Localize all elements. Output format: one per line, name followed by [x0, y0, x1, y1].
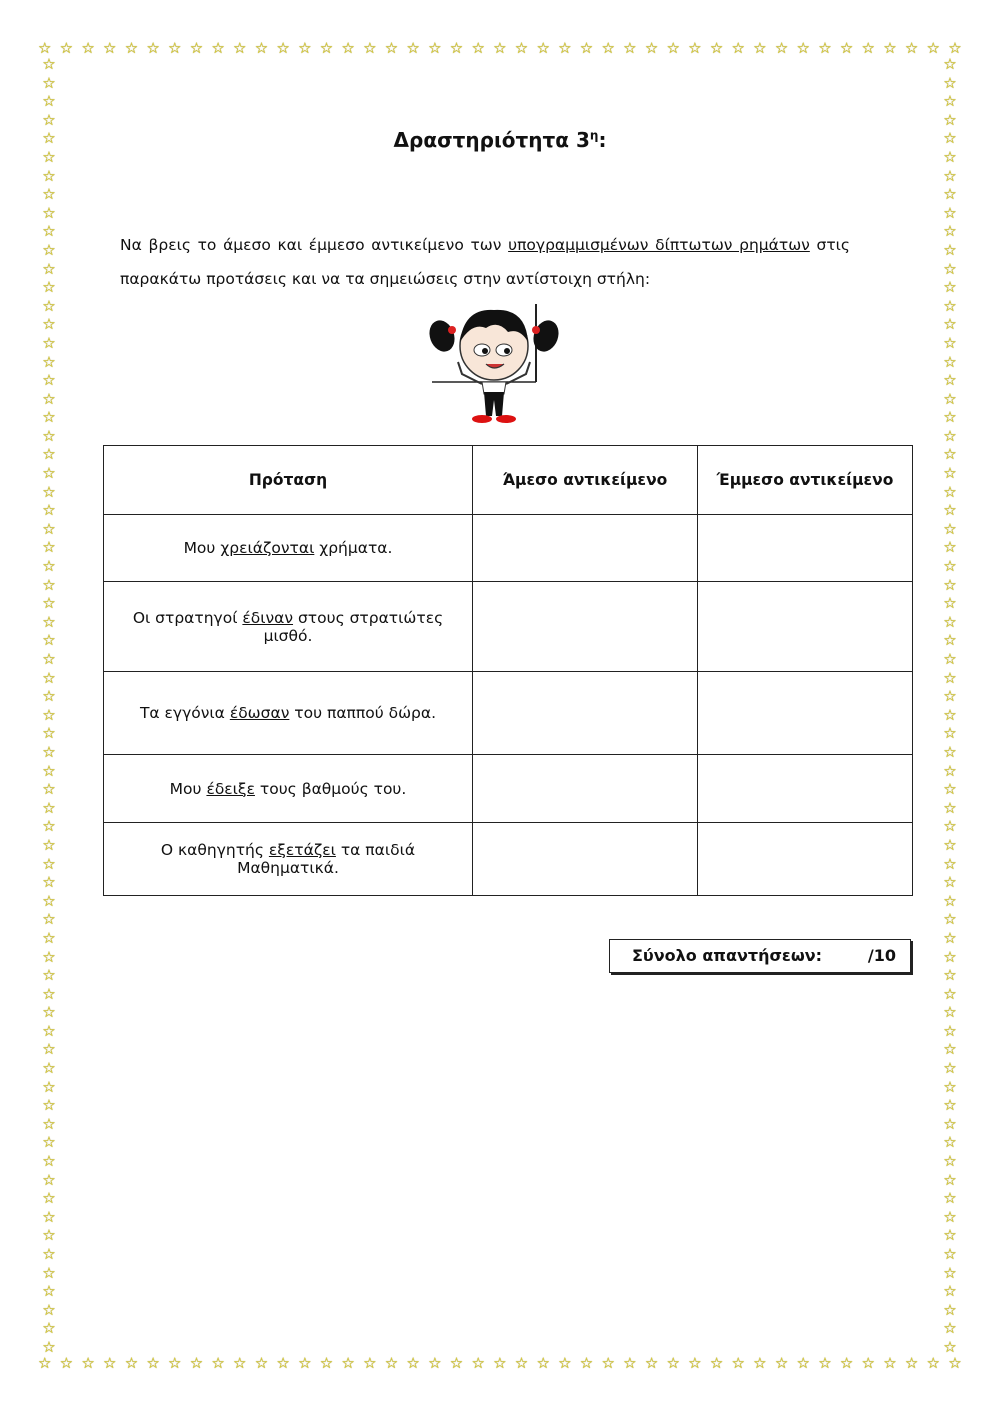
star-border-right: [940, 56, 960, 1356]
sentence-cell: [104, 515, 473, 582]
star-icon: ☆: [276, 39, 290, 57]
star-icon: ☆: [42, 873, 56, 892]
star-icon: ☆: [536, 1354, 550, 1372]
table-row: [104, 515, 913, 582]
instructions: [120, 228, 850, 296]
star-icon: ☆: [943, 352, 957, 371]
star-icon: ☆: [42, 73, 56, 92]
table-header-row: [104, 446, 913, 515]
star-icon: ☆: [943, 668, 957, 687]
star-icon: ☆: [81, 39, 95, 57]
header-direct-object: Άμεσο αντικείμενο: [473, 446, 698, 515]
star-icon: ☆: [211, 39, 225, 57]
star-icon: ☆: [42, 147, 56, 166]
star-icon: ☆: [709, 39, 724, 57]
star-icon: ☆: [42, 631, 56, 650]
star-icon: ☆: [38, 39, 52, 57]
star-icon: ☆: [42, 984, 56, 1003]
star-icon: ☆: [406, 1354, 420, 1372]
star-icon: ☆: [42, 1021, 56, 1040]
star-icon: ☆: [644, 1354, 659, 1372]
star-icon: ☆: [42, 798, 56, 817]
star-icon: ☆: [943, 222, 957, 241]
star-icon: ☆: [363, 39, 377, 57]
star-icon: ☆: [943, 817, 957, 836]
star-icon: ☆: [943, 147, 957, 166]
table-row: [104, 755, 913, 823]
indirect-object-cell[interactable]: [698, 823, 913, 896]
star-icon: ☆: [42, 1059, 56, 1078]
title-superscript: η: [589, 128, 599, 143]
star-icon: ☆: [319, 39, 334, 57]
star-icon: ☆: [558, 1354, 572, 1372]
star-icon: ☆: [926, 1354, 940, 1372]
table-row: [104, 672, 913, 755]
star-icon: ☆: [42, 352, 56, 371]
table-row: [104, 582, 913, 672]
star-icon: ☆: [943, 464, 957, 483]
star-icon: ☆: [943, 1207, 957, 1226]
star-icon: ☆: [42, 1077, 56, 1096]
star-icon: ☆: [623, 39, 637, 57]
star-icon: ☆: [42, 1114, 56, 1133]
star-icon: ☆: [42, 240, 56, 259]
indirect-object-cell[interactable]: [698, 582, 913, 672]
star-icon: ☆: [943, 445, 957, 464]
sentence-after: του παππού δώρα.: [289, 704, 437, 722]
star-icon: ☆: [943, 1189, 957, 1208]
sentence-after: χρήματα.: [314, 539, 393, 557]
star-icon: ☆: [42, 538, 56, 557]
sentence-verb: έδιναν: [242, 608, 294, 627]
star-icon: ☆: [254, 1354, 269, 1372]
star-icon: ☆: [731, 1354, 745, 1372]
sentence-after: στους στρατιώτες μισθό.: [263, 608, 444, 645]
star-icon: ☆: [904, 1354, 919, 1372]
star-icon: ☆: [42, 1096, 56, 1115]
star-icon: ☆: [211, 1354, 225, 1372]
indirect-object-cell[interactable]: [698, 755, 913, 823]
star-icon: ☆: [943, 259, 957, 278]
star-icon: ☆: [42, 203, 56, 222]
star-icon: ☆: [818, 39, 832, 57]
star-icon: ☆: [449, 39, 464, 57]
star-icon: ☆: [341, 1354, 355, 1372]
sentence-before: Ο καθηγητής: [160, 841, 269, 859]
star-icon: ☆: [644, 39, 659, 57]
star-icon: ☆: [42, 1170, 56, 1189]
instructions-part1: Να βρεις το άμεσο και έμμεσο αντικείμενο των: [120, 236, 509, 254]
title-text: Δραστηριότητα 3: [393, 128, 590, 152]
star-icon: ☆: [943, 1319, 957, 1338]
star-icon: ☆: [42, 482, 56, 501]
sentence-after: τα παιδιά Μαθηματικά.: [237, 841, 416, 877]
sentence-before: Τα εγγόνια: [139, 704, 230, 722]
star-icon: ☆: [943, 1152, 957, 1171]
star-icon: ☆: [471, 1354, 485, 1372]
star-icon: ☆: [42, 1263, 56, 1282]
star-icon: ☆: [42, 612, 56, 631]
star-icon: ☆: [42, 445, 56, 464]
table-row: [104, 823, 913, 896]
star-icon: ☆: [948, 1354, 962, 1372]
star-icon: ☆: [42, 742, 56, 761]
star-icon: ☆: [943, 873, 957, 892]
objects-table: [103, 445, 913, 896]
star-icon: ☆: [943, 631, 957, 650]
star-icon: ☆: [943, 891, 957, 910]
star-icon: ☆: [319, 1354, 334, 1372]
direct-object-cell[interactable]: [473, 582, 698, 672]
star-icon: ☆: [189, 1354, 204, 1372]
star-icon: ☆: [42, 910, 56, 929]
star-icon: ☆: [42, 966, 56, 985]
star-icon: ☆: [168, 1354, 182, 1372]
star-icon: ☆: [943, 650, 957, 668]
star-icon: ☆: [861, 39, 875, 57]
star-icon: ☆: [42, 780, 56, 799]
star-icon: ☆: [753, 1354, 767, 1372]
star-icon: ☆: [298, 1354, 312, 1372]
star-icon: ☆: [943, 185, 957, 204]
indirect-object-cell[interactable]: [698, 515, 913, 582]
star-icon: ☆: [42, 575, 56, 594]
star-icon: ☆: [943, 538, 957, 557]
star-border-bottom: [38, 1353, 962, 1373]
star-icon: ☆: [579, 39, 594, 57]
star-icon: ☆: [943, 798, 957, 817]
star-icon: ☆: [943, 1003, 957, 1022]
star-icon: ☆: [146, 1354, 160, 1372]
star-icon: ☆: [42, 296, 56, 315]
star-icon: ☆: [298, 39, 312, 57]
star-icon: ☆: [124, 1354, 139, 1372]
direct-object-cell[interactable]: [473, 823, 698, 896]
star-icon: ☆: [943, 1337, 957, 1356]
star-icon: ☆: [449, 1354, 464, 1372]
star-icon: ☆: [688, 39, 702, 57]
sentence-cell: [104, 823, 473, 896]
star-icon: ☆: [42, 1003, 56, 1022]
star-icon: ☆: [943, 129, 957, 148]
sentence-cell: [104, 582, 473, 672]
sentence-verb: εξετάζει: [268, 841, 336, 859]
star-icon: ☆: [796, 1354, 810, 1372]
star-icon: ☆: [42, 928, 56, 947]
star-icon: ☆: [861, 1354, 875, 1372]
star-icon: ☆: [42, 1319, 56, 1338]
star-icon: ☆: [943, 761, 957, 780]
star-icon: ☆: [42, 315, 56, 334]
star-icon: ☆: [943, 1133, 957, 1152]
instructions-underlined: υπογραμμισμένων δίπτωτων ρημάτων: [508, 236, 810, 254]
star-icon: ☆: [943, 55, 957, 73]
star-icon: ☆: [42, 1282, 56, 1301]
star-icon: ☆: [943, 687, 957, 706]
star-icon: ☆: [42, 1207, 56, 1226]
star-icon: ☆: [493, 1354, 507, 1372]
star-icon: ☆: [943, 110, 957, 129]
score-value[interactable]: /10: [867, 946, 896, 965]
star-icon: ☆: [384, 39, 399, 57]
star-icon: ☆: [943, 240, 957, 259]
star-icon: ☆: [558, 39, 572, 57]
sentence-after: τους βαθμούς του.: [254, 779, 407, 798]
star-icon: ☆: [943, 278, 957, 297]
star-icon: ☆: [42, 1245, 56, 1263]
star-icon: ☆: [943, 315, 957, 334]
star-icon: ☆: [943, 482, 957, 501]
star-icon: ☆: [943, 835, 957, 854]
star-icon: ☆: [276, 1354, 290, 1372]
sentence-cell: [104, 672, 473, 755]
star-icon: ☆: [839, 39, 854, 57]
star-icon: ☆: [233, 1354, 247, 1372]
star-icon: ☆: [42, 389, 56, 408]
star-icon: ☆: [471, 39, 485, 57]
star-icon: ☆: [943, 1059, 957, 1078]
header-sentence: Πρόταση: [104, 446, 473, 515]
star-icon: ☆: [943, 1300, 957, 1319]
star-icon: ☆: [42, 129, 56, 148]
star-icon: ☆: [948, 39, 962, 57]
star-icon: ☆: [943, 705, 957, 724]
star-icon: ☆: [233, 39, 247, 57]
star-icon: ☆: [42, 724, 56, 743]
star-icon: ☆: [943, 1170, 957, 1189]
star-icon: ☆: [883, 39, 897, 57]
star-icon: ☆: [926, 39, 940, 57]
star-icon: ☆: [943, 1096, 957, 1115]
star-icon: ☆: [623, 1354, 637, 1372]
sentence-verb: έδωσαν: [229, 704, 290, 722]
star-icon: ☆: [42, 854, 56, 873]
star-icon: ☆: [42, 333, 56, 352]
direct-object-cell[interactable]: [473, 672, 698, 755]
instructions-part2: στις παρακάτω προτάσεις και να τα σημειώσεις στην αντίστοιχη στήλη:: [120, 236, 851, 288]
star-icon: ☆: [943, 73, 957, 92]
star-icon: ☆: [943, 984, 957, 1003]
star-icon: ☆: [42, 705, 56, 724]
star-icon: ☆: [883, 1354, 897, 1372]
direct-object-cell[interactable]: [473, 515, 698, 582]
star-icon: ☆: [943, 1226, 957, 1245]
star-icon: ☆: [42, 110, 56, 129]
star-icon: ☆: [103, 1354, 117, 1372]
star-icon: ☆: [514, 1354, 529, 1372]
star-icon: ☆: [774, 1354, 789, 1372]
star-icon: ☆: [943, 501, 957, 520]
star-icon: ☆: [666, 1354, 680, 1372]
star-icon: ☆: [943, 1114, 957, 1133]
star-icon: ☆: [42, 668, 56, 687]
star-icon: ☆: [189, 39, 204, 57]
star-icon: ☆: [42, 408, 56, 427]
star-icon: ☆: [943, 742, 957, 761]
star-icon: ☆: [666, 39, 680, 57]
page-title: [0, 128, 1000, 152]
star-icon: ☆: [943, 296, 957, 315]
star-icon: ☆: [943, 166, 957, 185]
star-icon: ☆: [42, 278, 56, 297]
star-icon: ☆: [38, 1354, 52, 1372]
star-icon: ☆: [42, 1152, 56, 1171]
sentence-before: Μου: [183, 539, 221, 557]
star-icon: ☆: [943, 947, 957, 966]
star-icon: ☆: [42, 835, 56, 854]
star-icon: ☆: [42, 761, 56, 780]
star-icon: ☆: [42, 185, 56, 204]
direct-object-cell[interactable]: [473, 755, 698, 823]
star-icon: ☆: [943, 594, 957, 613]
girl-illustration: [428, 302, 560, 426]
star-border-left: [39, 56, 59, 1356]
score-box: [609, 939, 911, 973]
title-suffix: :: [598, 128, 607, 152]
star-icon: ☆: [943, 928, 957, 947]
star-icon: ☆: [81, 1354, 95, 1372]
star-icon: ☆: [42, 259, 56, 278]
star-icon: ☆: [943, 854, 957, 873]
indirect-object-cell[interactable]: [698, 672, 913, 755]
star-icon: ☆: [42, 891, 56, 910]
star-icon: ☆: [59, 39, 74, 57]
star-icon: ☆: [943, 1263, 957, 1282]
sentence-verb: έδειξε: [206, 779, 255, 798]
star-icon: ☆: [493, 39, 507, 57]
star-icon: ☆: [42, 1226, 56, 1245]
star-icon: ☆: [103, 39, 117, 57]
star-icon: ☆: [42, 687, 56, 706]
star-icon: ☆: [428, 39, 442, 57]
star-icon: ☆: [42, 426, 56, 445]
star-icon: ☆: [42, 1133, 56, 1152]
star-icon: ☆: [146, 39, 160, 57]
star-icon: ☆: [943, 333, 957, 352]
star-icon: ☆: [42, 1337, 56, 1356]
star-icon: ☆: [254, 39, 269, 57]
star-icon: ☆: [904, 39, 919, 57]
star-icon: ☆: [601, 1354, 615, 1372]
star-icon: ☆: [753, 39, 767, 57]
star-icon: ☆: [42, 55, 56, 73]
star-icon: ☆: [384, 1354, 399, 1372]
star-icon: ☆: [42, 501, 56, 520]
star-icon: ☆: [579, 1354, 594, 1372]
star-icon: ☆: [536, 39, 550, 57]
star-icon: ☆: [943, 612, 957, 631]
star-icon: ☆: [943, 1245, 957, 1263]
header-indirect-object: Έμμεσο αντικείμενο: [698, 446, 913, 515]
star-icon: ☆: [514, 39, 529, 57]
star-icon: ☆: [731, 39, 745, 57]
score-label: Σύνολο απαντήσεων:: [632, 946, 823, 965]
star-icon: ☆: [774, 39, 789, 57]
star-icon: ☆: [943, 575, 957, 594]
star-icon: ☆: [42, 464, 56, 483]
star-icon: ☆: [42, 594, 56, 613]
star-icon: ☆: [363, 1354, 377, 1372]
star-icon: ☆: [42, 947, 56, 966]
star-icon: ☆: [839, 1354, 854, 1372]
sentence-verb: χρειάζονται: [220, 539, 315, 557]
star-icon: ☆: [428, 1354, 442, 1372]
star-icon: ☆: [42, 92, 56, 111]
star-icon: ☆: [943, 1021, 957, 1040]
star-icon: ☆: [943, 203, 957, 222]
star-icon: ☆: [943, 966, 957, 985]
star-icon: ☆: [42, 1189, 56, 1208]
star-icon: ☆: [42, 519, 56, 538]
star-icon: ☆: [943, 1282, 957, 1301]
star-icon: ☆: [943, 426, 957, 445]
sentence-before: Μου: [169, 779, 207, 798]
star-icon: ☆: [42, 817, 56, 836]
star-icon: ☆: [943, 371, 957, 390]
star-icon: ☆: [42, 650, 56, 668]
star-icon: ☆: [943, 519, 957, 538]
sentence-before: Οι στρατηγοί: [132, 608, 243, 627]
star-icon: ☆: [943, 724, 957, 743]
star-icon: ☆: [943, 910, 957, 929]
star-icon: ☆: [42, 222, 56, 241]
star-icon: ☆: [943, 1040, 957, 1059]
star-icon: ☆: [42, 371, 56, 390]
star-icon: ☆: [168, 39, 182, 57]
star-icon: ☆: [943, 389, 957, 408]
star-icon: ☆: [601, 39, 615, 57]
star-border-top: [38, 38, 962, 58]
star-icon: ☆: [42, 166, 56, 185]
star-icon: ☆: [709, 1354, 724, 1372]
star-icon: ☆: [796, 39, 810, 57]
star-icon: ☆: [943, 1077, 957, 1096]
star-icon: ☆: [42, 557, 56, 576]
star-icon: ☆: [42, 1300, 56, 1319]
star-icon: ☆: [124, 39, 139, 57]
star-icon: ☆: [59, 1354, 74, 1372]
star-icon: ☆: [943, 557, 957, 576]
star-icon: ☆: [341, 39, 355, 57]
star-icon: ☆: [943, 780, 957, 799]
star-icon: ☆: [818, 1354, 832, 1372]
star-icon: ☆: [406, 39, 420, 57]
star-icon: ☆: [42, 1040, 56, 1059]
star-icon: ☆: [688, 1354, 702, 1372]
star-icon: ☆: [943, 408, 957, 427]
star-icon: ☆: [943, 92, 957, 111]
sentence-cell: [104, 755, 473, 823]
